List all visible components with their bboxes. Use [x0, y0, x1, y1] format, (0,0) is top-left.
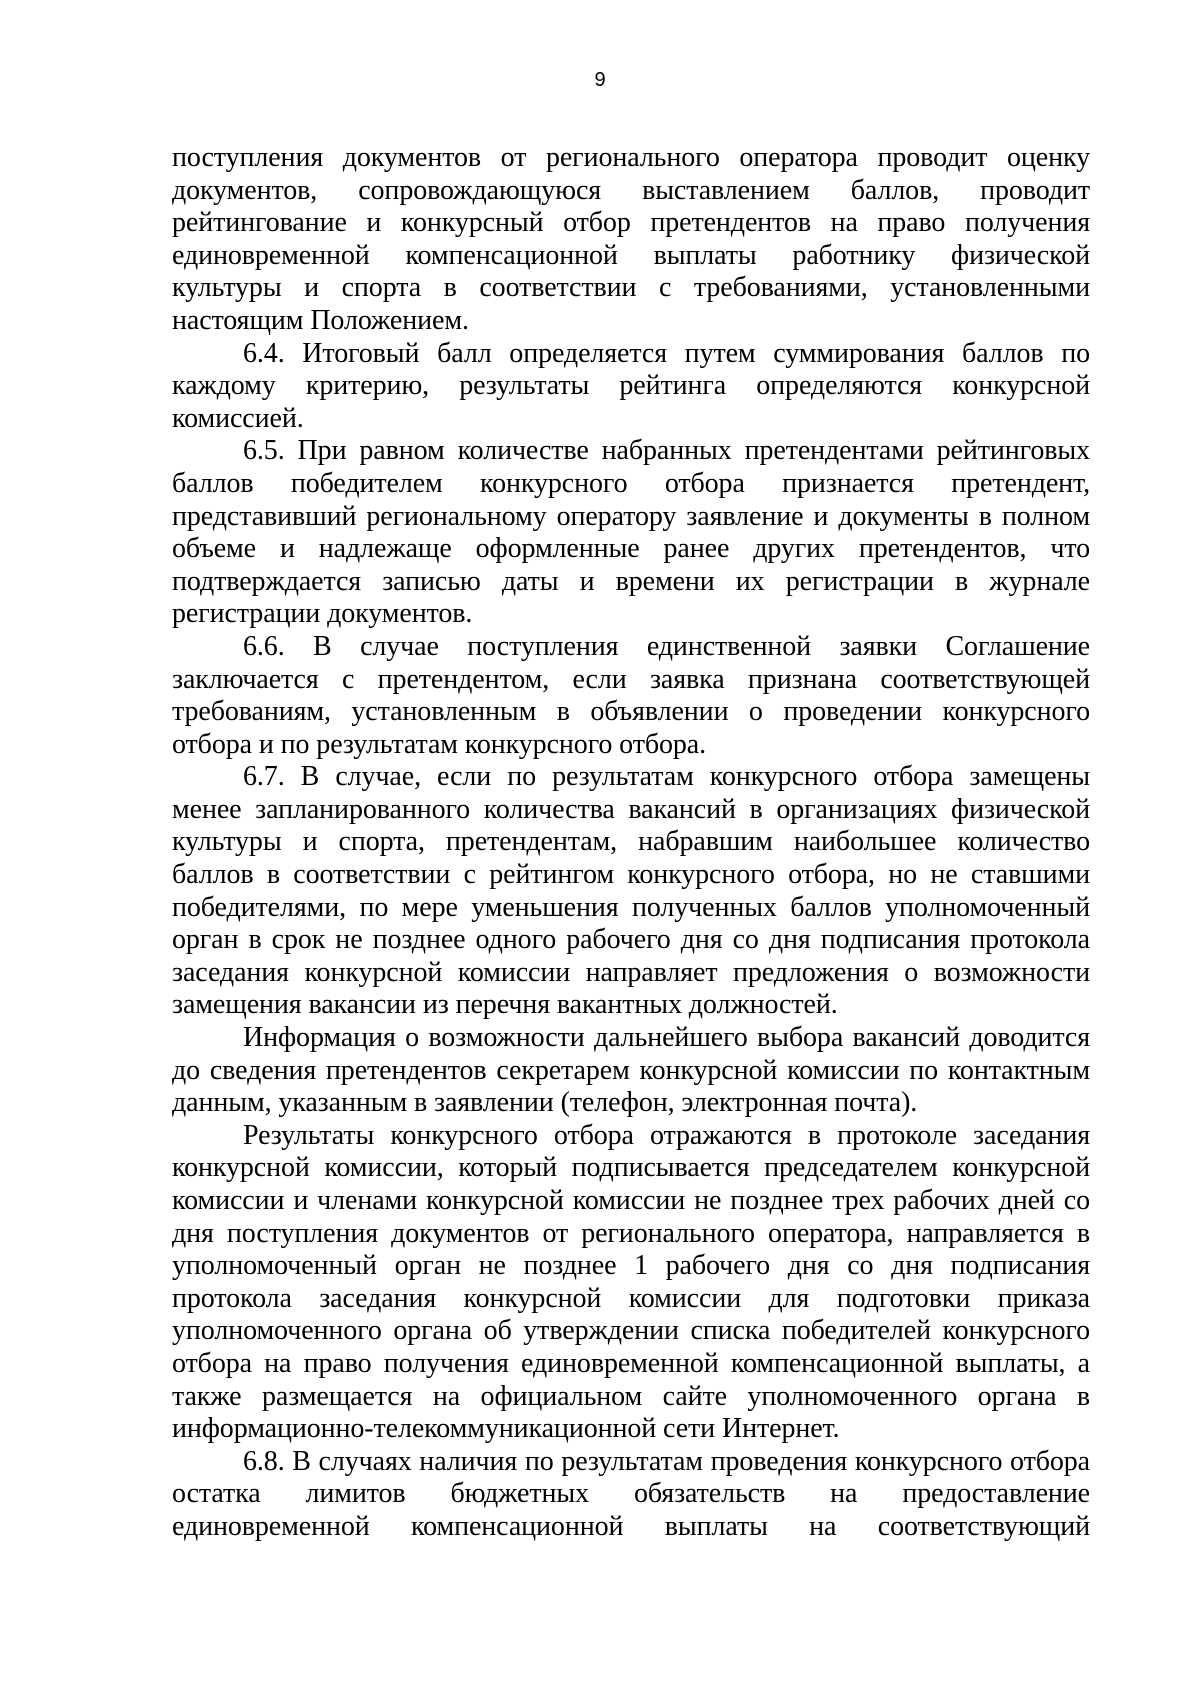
page-number: 9 — [594, 69, 606, 91]
document-body — [172, 142, 1090, 1544]
paragraph-continuation: поступления документов от регионального оператора проводит оценку документов, сопровождающуюся выставлением баллов, проводит рейтингование и конкурсный отбор претендентов на право получения единовременной компенсационной выплаты работнику физической культуры и спорта в соответствии с требованиями, установленными настоящим Положением. — [172, 142, 1090, 336]
paragraph-6-6: 6.6. В случае поступления единственной заявки Соглашение заключается с претендентом, если заявка признана соответствующей требованиям, установленным в объявлении о проведении конкурсного отбора и по результатам конкурсного отбора. — [172, 630, 1090, 760]
paragraph-information: Информация о возможности дальнейшего выбора вакансий доводится до сведения претендентов секретарем конкурсной комиссии по контактным данным, указанным в заявлении (телефон, электронная почта). — [172, 1022, 1090, 1119]
paragraph-results: Результаты конкурсного отбора отражаются в протоколе заседания конкурсной комиссии, который подписывается председателем конкурсной комиссии и членами конкурсной комиссии не позднее трех рабочих дней со дня поступления документов от регионального оператора, направляется в уполномоченный орган не позднее 1 рабочего дня со дня подписания протокола заседания конкурсной комиссии для подготовки приказа уполномоченного органа об утверждении списка победителей конкурсного отбора на право получения единовременной компенсационной выплаты, а также размещается на официальном сайте уполномоченного органа в информационно-телекоммуникационной сети Интернет. — [172, 1119, 1090, 1445]
paragraph-6-5: 6.5. При равном количестве набранных претендентами рейтинговых баллов победителем конкурсного отбора признается претендент, представивший региональному оператору заявление и документы в полном объеме и надлежаще оформленные ранее других претендентов, что подтверждается записью даты и времени их регистрации в журнале регистрации документов. — [172, 435, 1090, 630]
paragraph-6-4: 6.4. Итоговый балл определяется путем суммирования баллов по каждому критерию, результаты рейтинга определяются конкурсной комиссией. — [172, 337, 1090, 434]
paragraph-6-8: 6.8. В случаях наличия по результатам проведения конкурсного отбора остатка лимитов бюджетных обязательств на предоставление единовременной компенсационной выплаты на соответствующий — [172, 1445, 1090, 1542]
paragraph-6-7: 6.7. В случае, если по результатам конкурсного отбора замещены менее запланированного количества вакансий в организациях физической культуры и спорта, претендентам, набравшим наибольшее количество баллов в соответствии с рейтингом конкурсного отбора, но не ставшими победителями, по мере уменьшения полученных баллов уполномоченный орган в срок не позднее одного рабочего дня со дня подписания протокола заседания конкурсной комиссии направляет предложения о возможности замещения вакансии из перечня вакантных должностей. — [172, 761, 1090, 1021]
